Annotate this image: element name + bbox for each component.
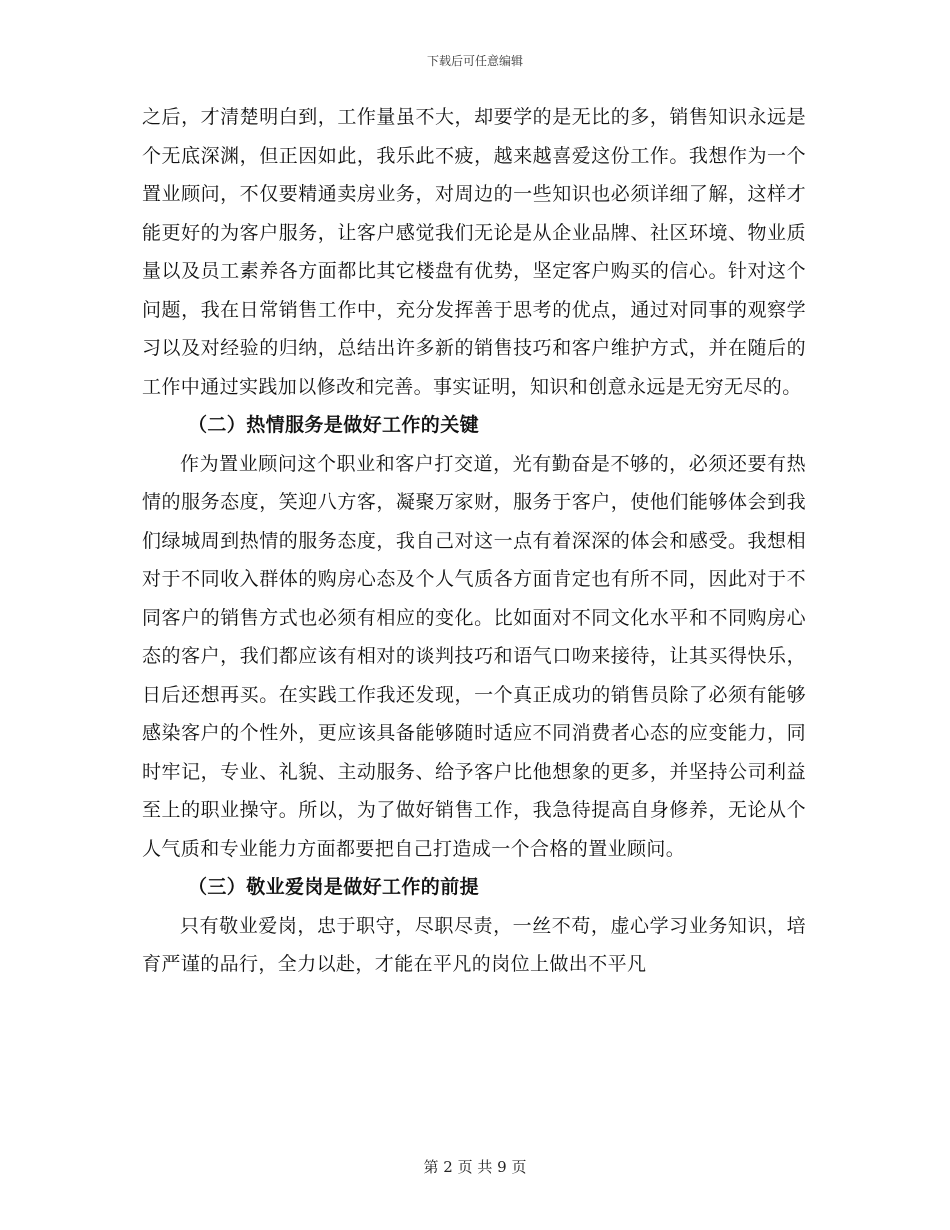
paragraph-3: 只有敬业爱岗，忠于职守，尽职尽责，一丝不苟，虚心学习业务知识，培育严谨的品行，全力以赴，才能在平凡的岗位上做出不平凡: [142, 914, 806, 975]
page-header-note: 下载后可任意编辑: [426, 54, 523, 68]
document-body: [142, 98, 806, 984]
section-heading-2: （二）热情服务是做好工作的关键: [188, 414, 480, 436]
paragraph-continued: 之后，才清楚明白到，工作量虽不大，却要学的是无比的多，销售知识永远是个无底深渊，但正因如此，我乐此不疲，越来越喜爱这份工作。我想作为一个置业顾问，不仅要精通卖房业务，对周边的一些知识也必须详细了解，这样才能更好的为客户服务，让客户感觉我们无论是从企业品牌、社区环境、物业质量以及员工素养各方面都比其它楼盘有优势，坚定客户购买的信心。针对这个问题，我在日常销售工作中，充分发挥善于思考的优点，通过对同事的观察学习以及对经验的归纳，总结出许多新的销售技巧和客户维护方式，并在随后的工作中通过实践加以修改和完善。事实证明，知识和创意永远是无穷无尽的。: [142, 106, 806, 398]
section-heading-3: （三）敬业爱岗是做好工作的前提: [188, 876, 480, 898]
page-number-footer: 第 2 页 共 9 页: [423, 1158, 527, 1176]
paragraph-2: 作为置业顾问这个职业和客户打交道，光有勤奋是不够的，必须还要有热情的服务态度，笑迎八方客，凝聚万家财，服务于客户，使他们能够体会到我们绿城周到热情的服务态度，我自己对这一点有着深深的体会和感受。我想相对于不同收入群体的购房心态及个人气质各方面肯定也有所不同，因此对于不同客户的销售方式也必须有相应的变化。比如面对不同文化水平和不同购房心态的客户，我们都应该有相对的谈判技巧和语气口吻来接待，让其买得快乐，日后还想再买。在实践工作我还发现，一个真正成功的销售员除了必须有能够感染客户的个性外，更应该具备能够随时适应不同消费者心态的应变能力，同时牢记，专业、礼貌、主动服务、给予客户比他想象的更多，并坚持公司利益至上的职业操守。所以，为了做好销售工作，我急待提高自身修养，无论从个人气质和专业能力方面都要把自己打造成一个合格的置业顾问。: [142, 452, 806, 860]
